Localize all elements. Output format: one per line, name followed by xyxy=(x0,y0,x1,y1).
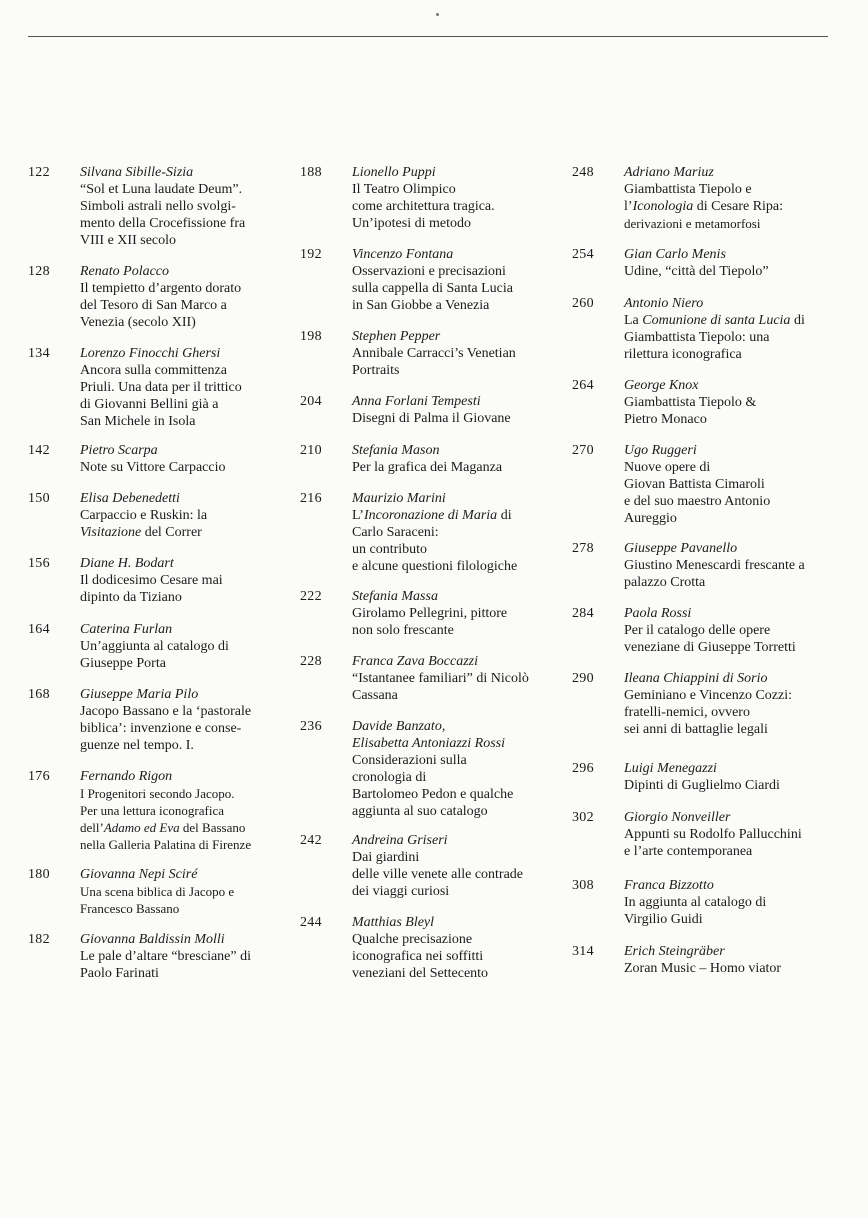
title-line: cronologia di xyxy=(352,770,427,785)
title-line: Annibale Carracci’s Venetian xyxy=(352,346,516,361)
title-line: Giambattista Tiepolo: una xyxy=(624,330,770,345)
author: Pietro Scarpa xyxy=(80,443,158,458)
title-line: Pietro Monaco xyxy=(624,412,707,427)
title-line: Considerazioni sulla xyxy=(352,753,467,768)
author: Stefania Massa xyxy=(352,589,438,604)
title-line: Una scena biblica di Jacopo e xyxy=(80,884,235,899)
author: Giuseppe Pavanello xyxy=(624,541,738,556)
title-line: guenze nel tempo. I. xyxy=(80,738,194,753)
page-number: 270 xyxy=(572,443,594,458)
author: Giovanna Nepi Sciré xyxy=(80,867,198,882)
title-line: iconografica nei soffitti xyxy=(352,949,484,964)
page-number: 264 xyxy=(572,378,594,393)
page-number: 296 xyxy=(572,761,594,776)
title-line: I Progenitori secondo Jacopo. xyxy=(80,786,235,801)
page-number: 122 xyxy=(28,165,50,180)
title-line: Disegni di Palma il Giovane xyxy=(352,411,511,426)
title-line: sei anni di battaglie legali xyxy=(624,722,768,737)
title-line: Venezia (secolo XII) xyxy=(80,315,196,330)
title-line: Note su Vittore Carpaccio xyxy=(80,460,226,475)
title-line: Girolamo Pellegrini, pittore xyxy=(352,606,508,621)
title-line: “Sol et Luna laudate Deum”. xyxy=(80,182,243,197)
title-line: Dipinti di Guglielmo Ciardi xyxy=(624,778,780,793)
title-line: derivazioni e metamorfosi xyxy=(624,216,761,231)
title-line: Priuli. Una data per il trittico xyxy=(80,380,242,395)
title-line: Per il catalogo delle opere xyxy=(624,623,771,638)
title-line: Aureggio xyxy=(624,511,677,526)
title-line: Un’ipotesi di metodo xyxy=(352,216,471,231)
author: Franca Zava Boccazzi xyxy=(352,654,478,669)
page-number: 176 xyxy=(28,769,50,784)
title-line: del Tesoro di San Marco a xyxy=(80,298,227,313)
author: Elisa Debenedetti xyxy=(80,491,180,506)
title-line: Il tempietto d’argento dorato xyxy=(80,281,242,296)
page-number: 182 xyxy=(28,932,50,947)
title-italic: Visitazione xyxy=(80,525,142,540)
title-line: dei viaggi curiosi xyxy=(352,884,450,899)
page-number: 290 xyxy=(572,671,594,686)
author: Luigi Menegazzi xyxy=(624,761,717,776)
title-line: Francesco Bassano xyxy=(80,901,180,916)
author: Fernando Rigon xyxy=(80,769,173,784)
title-line: Giambattista Tiepolo & xyxy=(624,395,757,410)
title-line: Portraits xyxy=(352,363,400,378)
page-number: 188 xyxy=(300,165,322,180)
title-line: l’Iconologia di Cesare Ripa: xyxy=(624,199,784,214)
title-line: Visitazione del Correr xyxy=(80,525,202,540)
title-line: Qualche precisazione xyxy=(352,932,473,947)
title-line: dipinto da Tiziano xyxy=(80,590,182,605)
page-number: 134 xyxy=(28,346,50,361)
author: Andreina Griseri xyxy=(352,833,448,848)
author: Giovanna Baldissin Molli xyxy=(80,932,225,947)
title-line: dell’Adamo ed Eva del Bassano xyxy=(80,820,246,835)
title-italic: Adamo ed Eva xyxy=(103,820,180,835)
title-line: San Michele in Isola xyxy=(80,414,196,429)
author: Stefania Mason xyxy=(352,443,440,458)
author: Lorenzo Finocchi Ghersi xyxy=(80,346,221,361)
title-line: Cassana xyxy=(352,688,398,703)
author: Vincenzo Fontana xyxy=(352,247,454,262)
title-line: In aggiunta al catalogo di xyxy=(624,895,767,910)
title-line: Giambattista Tiepolo e xyxy=(624,182,752,197)
page-number: 302 xyxy=(572,810,594,825)
page-number: 168 xyxy=(28,687,50,702)
title-line: L’Incoronazione di Maria di xyxy=(352,508,512,523)
title-line: Appunti su Rodolfo Pallucchini xyxy=(624,827,802,842)
title-line: Le pale d’altare “bresciane” di xyxy=(80,949,252,964)
author: Silvana Sibille-Sizia xyxy=(80,165,194,180)
page-number: 204 xyxy=(300,394,322,409)
scan-speck xyxy=(436,13,439,16)
title-line: rilettura iconografica xyxy=(624,347,742,362)
title-line: aggiunta al suo catalogo xyxy=(352,804,488,819)
title-line: e alcune questioni filologiche xyxy=(352,559,518,574)
page-number: 222 xyxy=(300,589,322,604)
title-italic: Incoronazione di Maria xyxy=(363,508,498,523)
title-line: Osservazioni e precisazioni xyxy=(352,264,506,279)
page-number: 228 xyxy=(300,654,322,669)
author: Matthias Bleyl xyxy=(352,915,435,930)
author: Giorgio Nonveiller xyxy=(624,810,731,825)
page-number: 156 xyxy=(28,556,50,571)
page-number: 244 xyxy=(300,915,322,930)
author: Davide Banzato, xyxy=(352,719,446,734)
page-number: 254 xyxy=(572,247,594,262)
title-line: Zoran Music – Homo viator xyxy=(624,961,782,976)
title-line: Il Teatro Olimpico xyxy=(352,182,456,197)
author: Gian Carlo Menis xyxy=(624,247,726,262)
title-line: Per una lettura iconografica xyxy=(80,803,225,818)
author: Lionello Puppi xyxy=(352,165,436,180)
author: Franca Bizzotto xyxy=(624,878,714,893)
author: Renato Polacco xyxy=(80,264,170,279)
author: Ileana Chiappini di Sorio xyxy=(624,671,768,686)
title-line: veneziane di Giuseppe Torretti xyxy=(624,640,796,655)
page-number: 192 xyxy=(300,247,322,262)
page-number: 164 xyxy=(28,622,50,637)
title-italic: Iconologia xyxy=(632,199,694,214)
title-line: Virgilio Guidi xyxy=(624,912,703,927)
title-line: Jacopo Bassano e la ‘pastorale xyxy=(80,704,252,719)
author: Erich Steingräber xyxy=(624,944,725,959)
title-line: Nuove opere di xyxy=(624,460,711,475)
page-number: 142 xyxy=(28,443,50,458)
page-number: 198 xyxy=(300,329,322,344)
title-line: Giuseppe Porta xyxy=(80,656,166,671)
title-line: Paolo Farinati xyxy=(80,966,159,981)
page-number: 248 xyxy=(572,165,594,180)
title-line: palazzo Crotta xyxy=(624,575,706,590)
title-line: nella Galleria Palatina di Firenze xyxy=(80,837,252,852)
title-line: Carpaccio e Ruskin: la xyxy=(80,508,208,523)
page-number: 236 xyxy=(300,719,322,734)
title-line: in San Giobbe a Venezia xyxy=(352,298,490,313)
author: Stephen Pepper xyxy=(352,329,441,344)
page-number: 284 xyxy=(572,606,594,621)
title-line: Udine, “città del Tiepolo” xyxy=(624,264,769,279)
title-line: Simboli astrali nello svolgi- xyxy=(80,199,236,214)
title-line: Per la grafica dei Maganza xyxy=(352,460,503,475)
title-line: delle ville venete alle contrade xyxy=(352,867,524,882)
title-line: Dai giardini xyxy=(352,850,420,865)
page-number: 314 xyxy=(572,944,594,959)
page-number: 260 xyxy=(572,296,594,311)
page-number: 180 xyxy=(28,867,50,882)
author: Antonio Niero xyxy=(624,296,704,311)
title-line: VIII e XII secolo xyxy=(80,233,177,248)
author: Ugo Ruggeri xyxy=(624,443,697,458)
title-line: biblica’: invenzione e conse- xyxy=(80,721,242,736)
title-line: “Istantanee familiari” di Nicolò xyxy=(352,671,529,686)
title-line: sulla cappella di Santa Lucia xyxy=(352,281,513,296)
title-line: Un’aggiunta al catalogo di xyxy=(80,639,229,654)
title-line: fratelli-nemici, ovvero xyxy=(624,705,750,720)
title-line: Ancora sulla committenza xyxy=(80,363,227,378)
title-line: Bartolomeo Pedon e qualche xyxy=(352,787,514,802)
title-line: un contributo xyxy=(352,542,428,557)
title-line: e l’arte contemporanea xyxy=(624,844,753,859)
author: Diane H. Bodart xyxy=(80,556,174,571)
title-line: La Comunione di santa Lucia di xyxy=(624,313,805,328)
title-line: Carlo Saraceni: xyxy=(352,525,439,540)
author: Caterina Furlan xyxy=(80,622,173,637)
author: Anna Forlani Tempesti xyxy=(352,394,481,409)
title-line: Giovan Battista Cimaroli xyxy=(624,477,765,492)
page-number: 210 xyxy=(300,443,322,458)
author: Paola Rossi xyxy=(624,606,692,621)
author: Adriano Mariuz xyxy=(624,165,714,180)
title-italic: Comunione di santa Lucia xyxy=(642,313,791,328)
page-number: 278 xyxy=(572,541,594,556)
title-line: di Giovanni Bellini già a xyxy=(80,397,219,412)
title-line: veneziani del Settecento xyxy=(352,966,489,981)
author: Maurizio Marini xyxy=(352,491,446,506)
page-number: 308 xyxy=(572,878,594,893)
page-number: 150 xyxy=(28,491,50,506)
header-rule xyxy=(28,36,828,37)
title-line: Giustino Menescardi frescante a xyxy=(624,558,805,573)
author: George Knox xyxy=(624,378,699,393)
page-number: 216 xyxy=(300,491,322,506)
author-second: Elisabetta Antoniazzi Rossi xyxy=(352,736,505,751)
title-line: mento della Crocefissione fra xyxy=(80,216,246,231)
title-line: come architettura tragica. xyxy=(352,199,495,214)
author: Giuseppe Maria Pilo xyxy=(80,687,199,702)
page-number: 242 xyxy=(300,833,322,848)
title-line: Geminiano e Vincenzo Cozzi: xyxy=(624,688,793,703)
title-line: e del suo maestro Antonio xyxy=(624,494,771,509)
title-line: non solo frescante xyxy=(352,623,454,638)
page-number: 128 xyxy=(28,264,50,279)
title-line: Il dodicesimo Cesare mai xyxy=(80,573,223,588)
